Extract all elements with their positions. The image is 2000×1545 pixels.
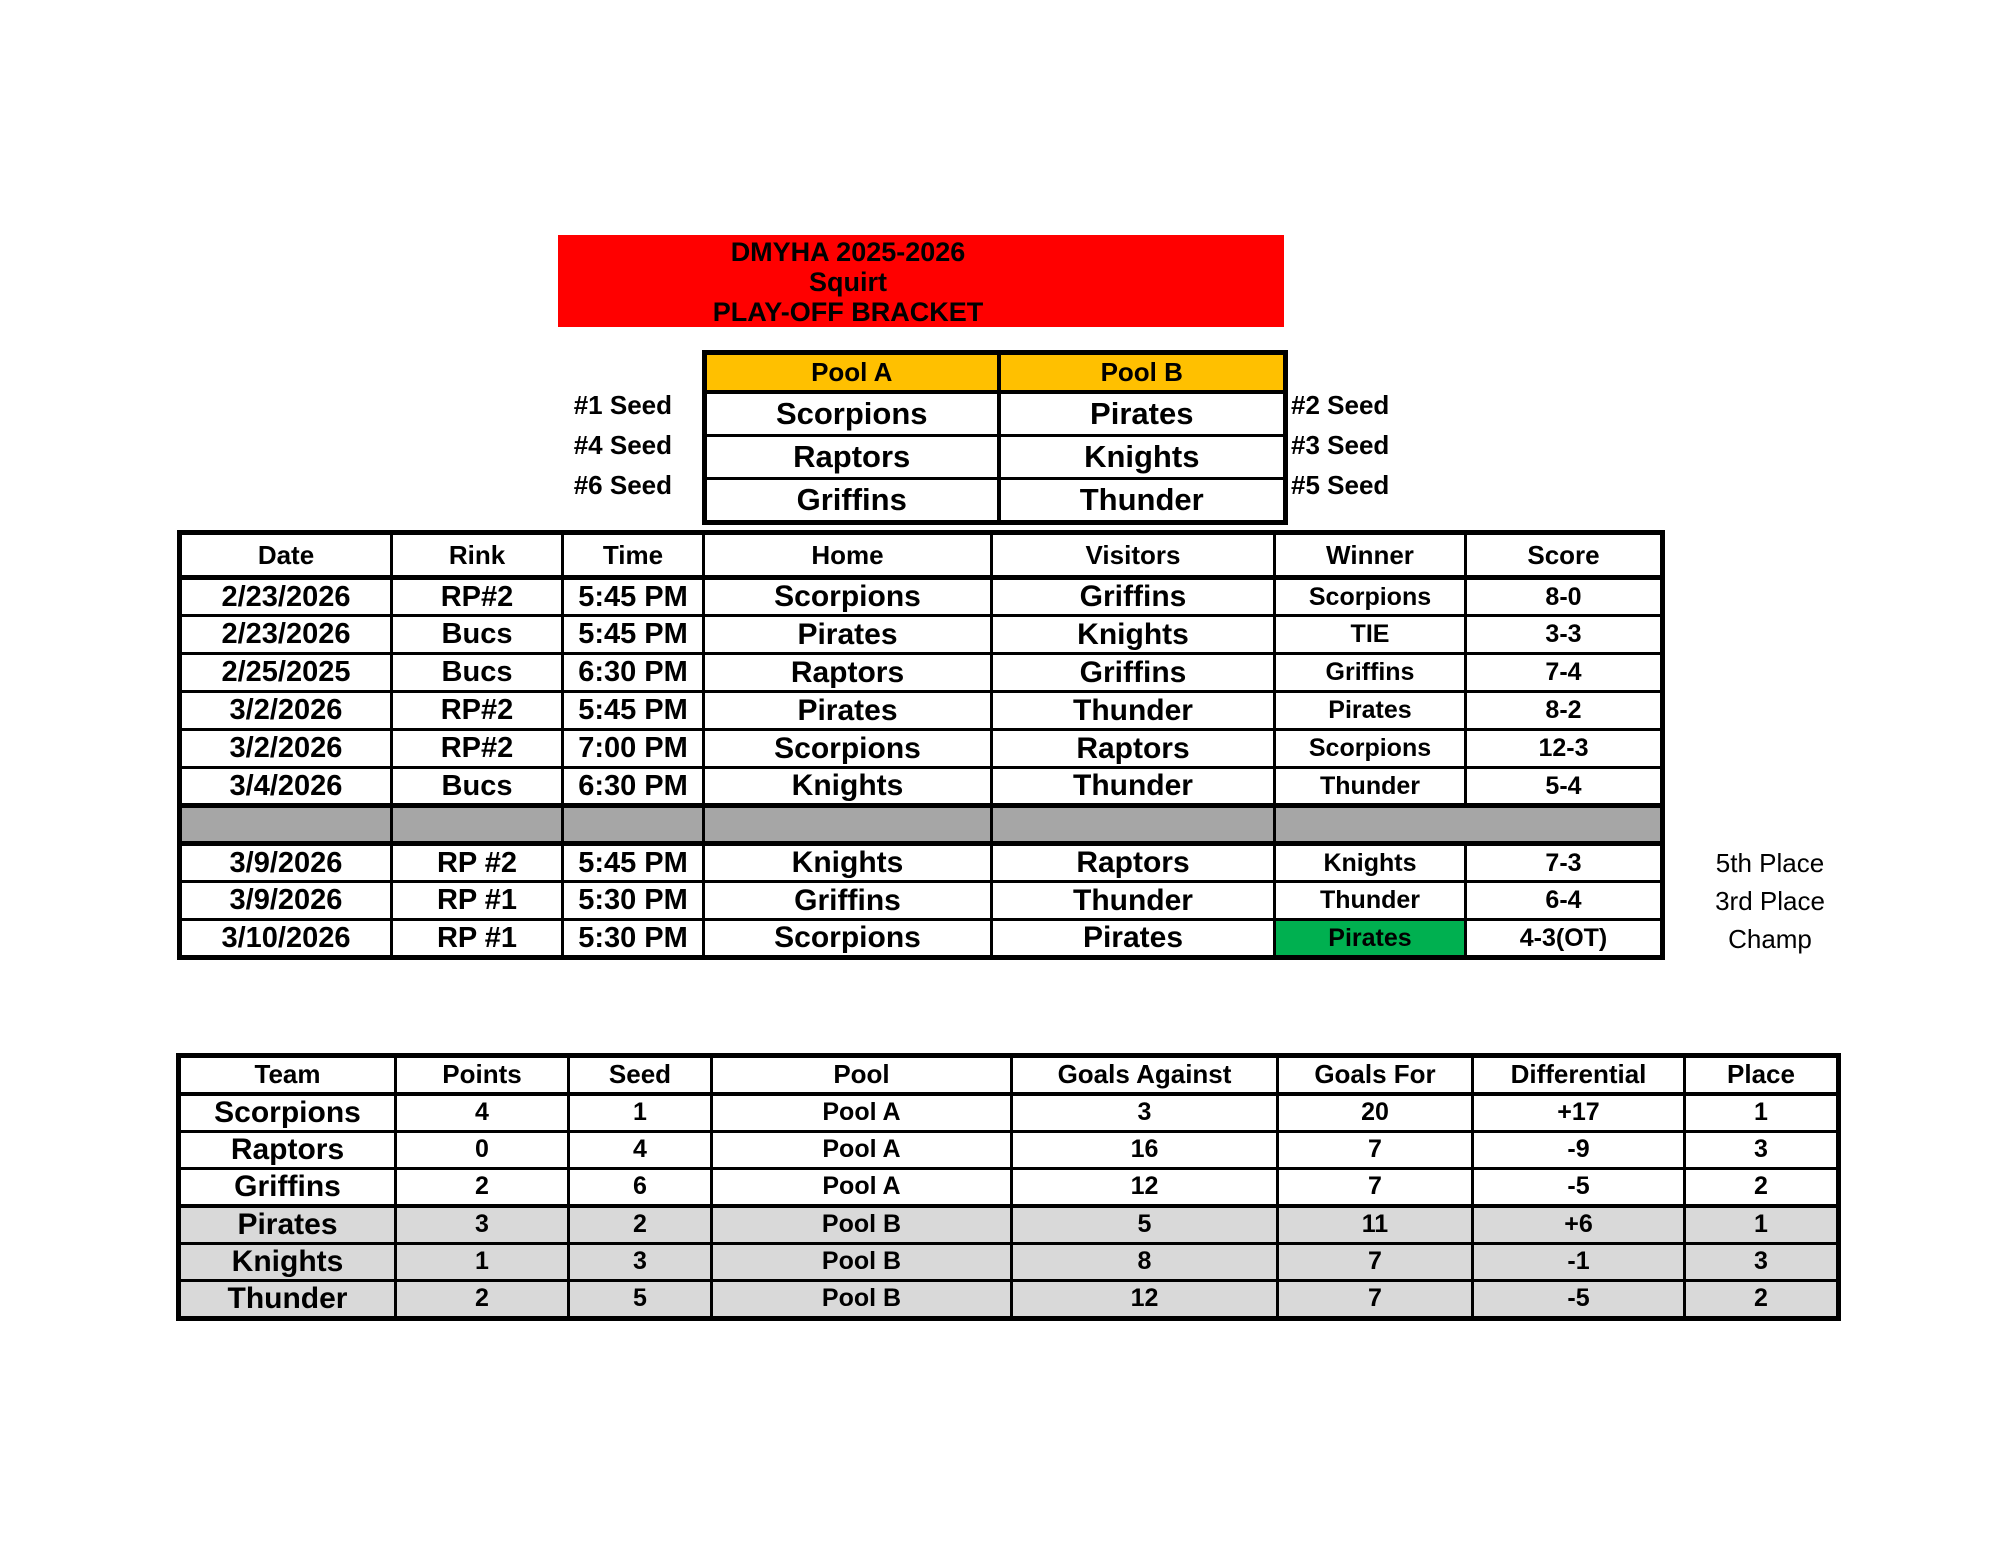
- separator-row: [180, 806, 1663, 844]
- separator-cell: [180, 806, 392, 844]
- cell-rink: Bucs: [392, 768, 563, 806]
- pool-a-header: Pool A: [705, 353, 999, 393]
- standings-row: [179, 1280, 1839, 1318]
- cell-time: 7:00 PM: [563, 730, 704, 768]
- cell-visitors: Pirates: [992, 920, 1275, 958]
- pool-a-team: Scorpions: [705, 392, 999, 436]
- cell-visitors: Griffins: [992, 578, 1275, 616]
- cell-pool: Pool A: [712, 1094, 1012, 1132]
- seed-label-text: #2 Seed: [1291, 389, 1390, 420]
- banner-line-title: PLAY-OFF BRACKET: [712, 297, 984, 327]
- seed-label-text: #5 Seed: [1291, 469, 1390, 500]
- cell-home: Griffins: [704, 882, 992, 920]
- pool-a-team: Raptors: [705, 436, 999, 479]
- cell-home: Pirates: [704, 616, 992, 654]
- seed-labels-left: [470, 385, 672, 505]
- cell-home: Scorpions: [704, 920, 992, 958]
- playoff-annotation: [1678, 844, 1862, 882]
- separator-cell: [392, 806, 563, 844]
- playoff-row: [180, 920, 1663, 958]
- cell-winner: Thunder: [1275, 882, 1466, 920]
- cell-goals-against: 3: [1012, 1094, 1278, 1132]
- pool-row: [705, 436, 1286, 479]
- cell-goals-for: 20: [1278, 1094, 1473, 1132]
- cell-visitors: Thunder: [992, 692, 1275, 730]
- schedule-row: [180, 654, 1663, 692]
- cell-rink: RP #1: [392, 920, 563, 958]
- pool-row: [705, 392, 1286, 436]
- seed-label: [1291, 385, 1491, 425]
- cell-visitors: Thunder: [992, 882, 1275, 920]
- annotation-text: 3rd Place: [1715, 885, 1825, 916]
- cell-points: 2: [396, 1280, 569, 1318]
- cell-visitors: Raptors: [992, 844, 1275, 882]
- cell-home: Raptors: [704, 654, 992, 692]
- cell-differential: -1: [1473, 1243, 1685, 1280]
- col-header-seed: Seed: [569, 1056, 712, 1094]
- pool-b-team: Knights: [999, 436, 1286, 479]
- cell-place: 3: [1685, 1131, 1839, 1168]
- cell-date: 3/2/2026: [180, 730, 392, 768]
- col-header-points: Points: [396, 1056, 569, 1094]
- cell-seed: 2: [569, 1206, 712, 1244]
- cell-differential: +17: [1473, 1094, 1685, 1132]
- cell-goals-against: 16: [1012, 1131, 1278, 1168]
- cell-winner: Knights: [1275, 844, 1466, 882]
- cell-rink: RP #1: [392, 882, 563, 920]
- standings-table: [176, 1053, 1841, 1321]
- cell-date: 3/2/2026: [180, 692, 392, 730]
- seed-label: [1291, 465, 1491, 505]
- cell-rink: Bucs: [392, 654, 563, 692]
- separator-cell: [563, 806, 704, 844]
- cell-pool: Pool A: [712, 1131, 1012, 1168]
- cell-visitors: Thunder: [992, 768, 1275, 806]
- cell-team: Knights: [179, 1243, 396, 1280]
- cell-seed: 5: [569, 1280, 712, 1318]
- cell-pool: Pool A: [712, 1168, 1012, 1206]
- cell-time: 5:30 PM: [563, 882, 704, 920]
- cell-date: 3/4/2026: [180, 768, 392, 806]
- cell-points: 2: [396, 1168, 569, 1206]
- cell-points: 0: [396, 1131, 569, 1168]
- banner-line-league: DMYHA 2025-2026: [730, 237, 966, 267]
- cell-differential: -5: [1473, 1168, 1685, 1206]
- cell-score: 6-4: [1466, 882, 1663, 920]
- standings-header-row: [179, 1056, 1839, 1094]
- standings-row: [179, 1206, 1839, 1244]
- seed-label: [1291, 425, 1491, 465]
- cell-winner: Griffins: [1275, 654, 1466, 692]
- col-header-goals-for: Goals For: [1278, 1056, 1473, 1094]
- cell-score: 7-4: [1466, 654, 1663, 692]
- cell-time: 5:30 PM: [563, 920, 704, 958]
- cell-points: 1: [396, 1243, 569, 1280]
- banner-line-division: Squirt: [809, 267, 887, 297]
- cell-home: Knights: [704, 844, 992, 882]
- cell-place: 3: [1685, 1243, 1839, 1280]
- cell-points: 3: [396, 1206, 569, 1244]
- cell-goals-against: 5: [1012, 1206, 1278, 1244]
- pool-a-team: Griffins: [705, 479, 999, 523]
- cell-seed: 1: [569, 1094, 712, 1132]
- schedule-row: [180, 730, 1663, 768]
- cell-team: Griffins: [179, 1168, 396, 1206]
- cell-date: 3/10/2026: [180, 920, 392, 958]
- cell-pool: Pool B: [712, 1206, 1012, 1244]
- col-header-pool: Pool: [712, 1056, 1012, 1094]
- cell-winner: Scorpions: [1275, 578, 1466, 616]
- cell-time: 6:30 PM: [563, 654, 704, 692]
- cell-goals-against: 8: [1012, 1243, 1278, 1280]
- standings-row: [179, 1243, 1839, 1280]
- separator-cell: [992, 806, 1275, 844]
- schedule-header-row: [180, 533, 1663, 578]
- cell-goals-against: 12: [1012, 1168, 1278, 1206]
- cell-score: 8-2: [1466, 692, 1663, 730]
- cell-points: 4: [396, 1094, 569, 1132]
- cell-visitors: Griffins: [992, 654, 1275, 692]
- schedule-separator: [180, 806, 1663, 844]
- pool-b-team: Pirates: [999, 392, 1286, 436]
- schedule-row: [180, 768, 1663, 806]
- pool-b-header: Pool B: [999, 353, 1286, 393]
- col-header-score: Score: [1466, 533, 1663, 578]
- cell-goals-for: 7: [1278, 1131, 1473, 1168]
- seed-label-text: #4 Seed: [573, 429, 672, 460]
- cell-time: 5:45 PM: [563, 844, 704, 882]
- cell-winner: Thunder: [1275, 768, 1466, 806]
- cell-place: 2: [1685, 1168, 1839, 1206]
- cell-score: 12-3: [1466, 730, 1663, 768]
- annotation-text: Champ: [1728, 923, 1812, 954]
- cell-date: 2/23/2026: [180, 578, 392, 616]
- cell-pool: Pool B: [712, 1280, 1012, 1318]
- cell-team: Raptors: [179, 1131, 396, 1168]
- playoff-annotations: [1678, 844, 1862, 958]
- playoff-annotation: [1678, 920, 1862, 958]
- col-header-home: Home: [704, 533, 992, 578]
- cell-place: 1: [1685, 1094, 1839, 1132]
- cell-goals-against: 12: [1012, 1280, 1278, 1318]
- title-banner-text: [558, 235, 1284, 327]
- cell-score: 8-0: [1466, 578, 1663, 616]
- schedule-row: [180, 692, 1663, 730]
- seed-label: [470, 465, 672, 505]
- separator-cell: [1275, 806, 1663, 844]
- col-header-winner: Winner: [1275, 533, 1466, 578]
- col-header-time: Time: [563, 533, 704, 578]
- col-header-date: Date: [180, 533, 392, 578]
- cell-home: Scorpions: [704, 578, 992, 616]
- standings-row: [179, 1094, 1839, 1132]
- cell-pool: Pool B: [712, 1243, 1012, 1280]
- cell-goals-for: 7: [1278, 1280, 1473, 1318]
- standings-row: [179, 1131, 1839, 1168]
- cell-home: Scorpions: [704, 730, 992, 768]
- seed-labels-right: [1291, 385, 1491, 505]
- cell-goals-for: 7: [1278, 1168, 1473, 1206]
- cell-visitors: Knights: [992, 616, 1275, 654]
- cell-date: 3/9/2026: [180, 882, 392, 920]
- title-banner: [558, 235, 1284, 327]
- col-header-place: Place: [1685, 1056, 1839, 1094]
- cell-differential: -5: [1473, 1280, 1685, 1318]
- cell-place: 1: [1685, 1206, 1839, 1244]
- cell-date: 3/9/2026: [180, 844, 392, 882]
- cell-seed: 3: [569, 1243, 712, 1280]
- cell-differential: +6: [1473, 1206, 1685, 1244]
- col-header-team: Team: [179, 1056, 396, 1094]
- cell-winner: TIE: [1275, 616, 1466, 654]
- cell-score: 3-3: [1466, 616, 1663, 654]
- game-schedule-table: [177, 530, 1665, 960]
- cell-date: 2/23/2026: [180, 616, 392, 654]
- pool-header-row: [705, 353, 1286, 393]
- cell-time: 5:45 PM: [563, 692, 704, 730]
- playoff-row: [180, 844, 1663, 882]
- col-header-differential: Differential: [1473, 1056, 1685, 1094]
- cell-rink: RP #2: [392, 844, 563, 882]
- cell-rink: RP#2: [392, 692, 563, 730]
- playoff-row: [180, 882, 1663, 920]
- cell-rink: RP#2: [392, 578, 563, 616]
- cell-goals-for: 7: [1278, 1243, 1473, 1280]
- cell-winner: Pirates: [1275, 692, 1466, 730]
- cell-score: 7-3: [1466, 844, 1663, 882]
- cell-time: 5:45 PM: [563, 578, 704, 616]
- seed-label-text: #6 Seed: [573, 469, 672, 500]
- cell-winner: Scorpions: [1275, 730, 1466, 768]
- seed-label-text: #1 Seed: [573, 389, 672, 420]
- cell-goals-for: 11: [1278, 1206, 1473, 1244]
- cell-team: Pirates: [179, 1206, 396, 1244]
- col-header-rink: Rink: [392, 533, 563, 578]
- seed-label: [470, 425, 672, 465]
- cell-home: Knights: [704, 768, 992, 806]
- cell-team: Thunder: [179, 1280, 396, 1318]
- cell-differential: -9: [1473, 1131, 1685, 1168]
- schedule-row: [180, 578, 1663, 616]
- pool-row: [705, 479, 1286, 523]
- cell-visitors: Raptors: [992, 730, 1275, 768]
- cell-winner: Pirates: [1275, 920, 1466, 958]
- pool-assignment-table: [702, 350, 1288, 525]
- separator-cell: [704, 806, 992, 844]
- cell-score: 5-4: [1466, 768, 1663, 806]
- col-header-visitors: Visitors: [992, 533, 1275, 578]
- col-header-goals-against: Goals Against: [1012, 1056, 1278, 1094]
- cell-time: 5:45 PM: [563, 616, 704, 654]
- playoff-annotation: [1678, 882, 1862, 920]
- schedule-row: [180, 616, 1663, 654]
- pool-b-team: Thunder: [999, 479, 1286, 523]
- cell-rink: RP#2: [392, 730, 563, 768]
- seed-label-text: #3 Seed: [1291, 429, 1390, 460]
- cell-home: Pirates: [704, 692, 992, 730]
- cell-date: 2/25/2025: [180, 654, 392, 692]
- cell-score: 4-3(OT): [1466, 920, 1663, 958]
- cell-seed: 4: [569, 1131, 712, 1168]
- cell-place: 2: [1685, 1280, 1839, 1318]
- seed-label: [470, 385, 672, 425]
- cell-seed: 6: [569, 1168, 712, 1206]
- cell-rink: Bucs: [392, 616, 563, 654]
- cell-time: 6:30 PM: [563, 768, 704, 806]
- cell-team: Scorpions: [179, 1094, 396, 1132]
- standings-row: [179, 1168, 1839, 1206]
- annotation-text: 5th Place: [1715, 847, 1825, 878]
